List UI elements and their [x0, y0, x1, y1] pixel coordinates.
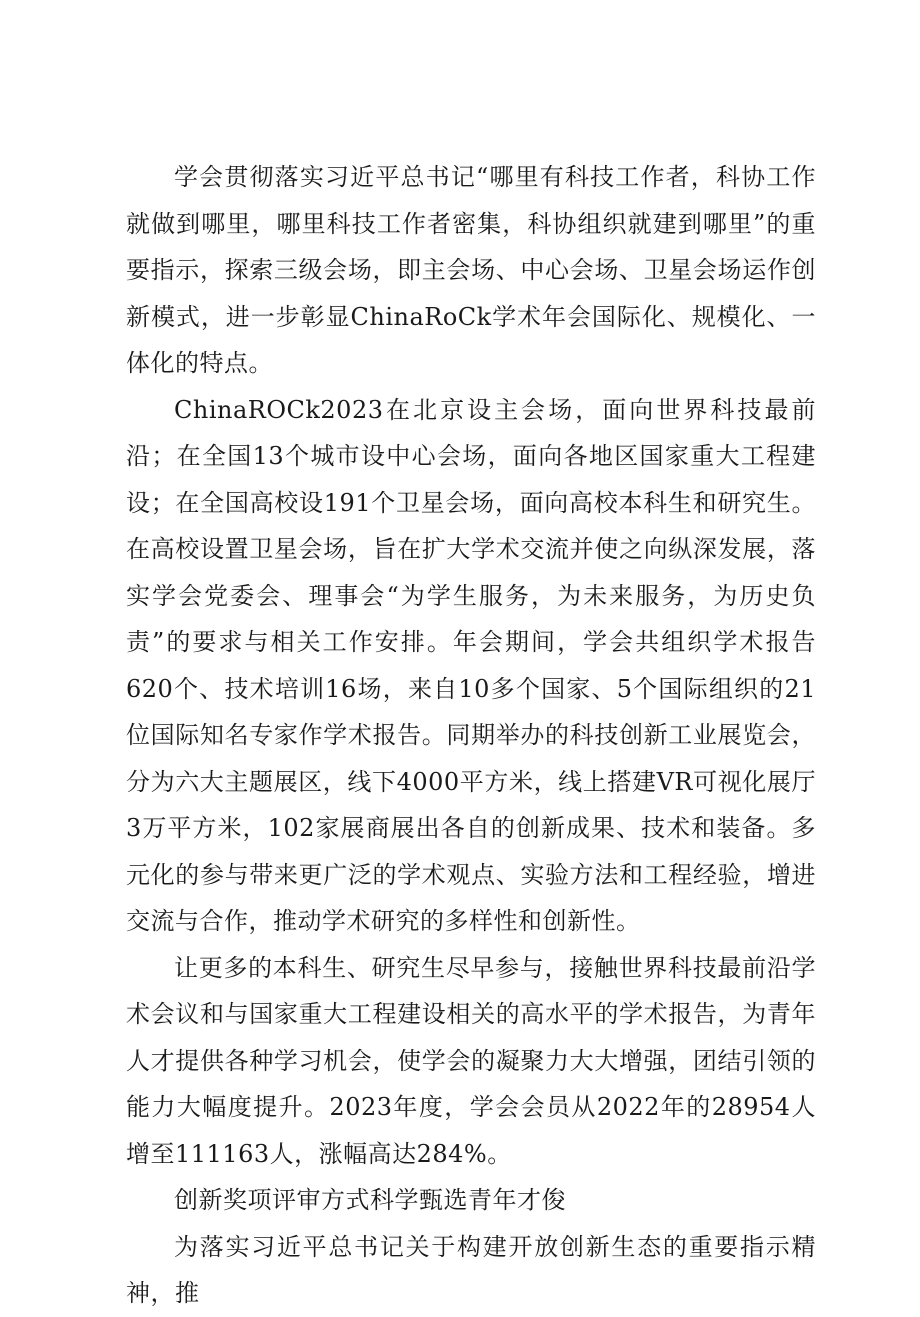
section-heading: 创新奖项评审方式科学甄选青年才俊: [174, 1186, 566, 1214]
paragraph-open-innovation: 为落实习近平总书记关于构建开放创新生态的重要指示精神，推: [126, 1232, 816, 1307]
paragraph-three-tier-venues: 学会贯彻落实习近平总书记“哪里有科技工作者，科协工作就做到哪里，哪里科技工作者密集，科协组织就建到哪里”的重要指示，探索三级会场，即主会场、中心会场、卫星会场运作创新模式，进一步彰显ChinaRoCk学术年会国际化、规模化、一体化的特点。: [126, 163, 816, 377]
paragraph-member-growth: 让更多的本科生、研究生尽早参与，接触世界科技最前沿学术会议和与国家重大工程建设相关的高水平的学术报告，为青年人才提供各种学习机会，使学会的凝聚力大大增强，团结引领的能力大幅度提升。2023年度，学会会员从2022年的28954人增至111163人，涨幅高达284%。: [126, 953, 816, 1168]
paragraph-chinarock-2023: ChinaROCk2023在北京设主会场，面向世界科技最前沿；在全国13个城市设中心会场，面向各地区国家重大工程建设；在全国高校设191个卫星会场，面向高校本科生和研究生。在高校设置卫星会场，旨在扩大学术交流并使之向纵深发展，落实学会党委会、理事会“为学生服务，为未来服务，为历史负责”的要求与相关工作安排。年会期间，学会共组织学术报告620个、技术培训16场，来自10多个国家、5个国际组织的21位国际知名专家作学术报告。同期举办的科技创新工业展览会，分为六大主题展区，线下4000平方米，线上搭建VR可视化展厅3万平方米，102家展商展出各自的创新成果、技术和装备。多元化的参与带来更广泛的学术观点、实验方法和工程经验，增进交流与合作，推动学术研究的多样性和创新性。: [126, 395, 816, 935]
document-body: [126, 154, 816, 1317]
